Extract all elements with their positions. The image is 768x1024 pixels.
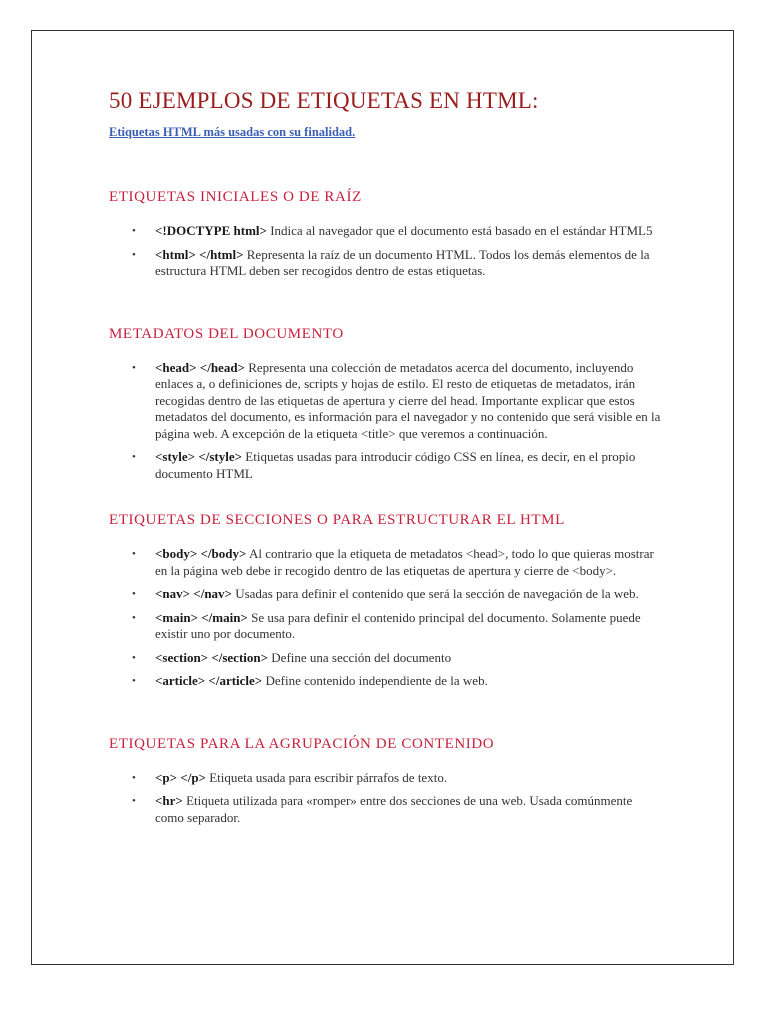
tag-name: <style> </style> — [155, 449, 243, 464]
tag-description: Se usa para definir el contenido principal del documento. Solamente puede existir uno por documento. — [155, 609, 641, 641]
tag-description: Representa la raíz de un documento HTML. Todos los demás elementos de la estructura HTML deben ser recogidos dentro de estas etiquetas. — [155, 246, 650, 278]
list-item — [109, 546, 661, 579]
list-item — [109, 673, 661, 690]
bullet-icon: • — [132, 795, 136, 807]
list-item — [109, 449, 661, 482]
tag-description: Al contrario que la etiqueta de metadatos <head>, todo lo que quieras mostrar en la página web debe ir recogido dentro de las etiquetas de apertura y cierre de <body>. — [155, 546, 654, 578]
document-content — [109, 86, 661, 833]
list-item — [109, 610, 661, 643]
tag-name: <section> </section> — [155, 649, 269, 665]
bullet-icon: • — [132, 611, 136, 624]
list-item — [109, 223, 661, 240]
bullet-icon: • — [132, 651, 136, 664]
section-heading-metadata: METADATOS DEL DOCUMENTO — [109, 325, 344, 342]
tag-description: Representa una colección de metadatos acerca del documento, incluyendo enlaces a, o definiciones de, scripts y hojas de estilo. El resto de etiquetas de metadatos, irán recogidas dentro de las etiquetas de apertura y cierre del head. Importante explicar que estos metadatos del documento, es información para el navegador y no contenido que será visible en la página web. A excepción de la etiqueta <title> que veremos a continuación. — [155, 359, 661, 441]
bullet-icon: • — [132, 248, 136, 261]
list-item — [109, 770, 661, 787]
tag-description: Define contenido independiente de la web. — [262, 673, 488, 688]
list-item — [109, 793, 661, 826]
list-item — [109, 650, 661, 667]
tag-name: <hr> — [155, 793, 183, 808]
list-item — [109, 360, 661, 443]
tag-name: <html> </html> — [155, 246, 244, 262]
bullet-icon: • — [132, 588, 136, 600]
section-list-metadata — [109, 360, 661, 483]
tag-name: <p> </p> — [155, 769, 206, 785]
section-list-structure — [109, 546, 661, 690]
tag-name: <main> </main> — [155, 609, 248, 625]
tag-description: Usadas para definir el contenido que será la sección de navegación de la web. — [231, 586, 639, 601]
tag-description: Indica al navegador que el documento está basado en el estándar HTML5 — [266, 223, 653, 238]
subtitle-link[interactable]: Etiquetas HTML más usadas con su finalidad. — [109, 125, 356, 139]
tag-description: Etiquetas usadas para introducir código CSS en línea, es decir, en el propio documento HTML — [155, 449, 636, 481]
section-heading-root: ETIQUETAS INICIALES O DE RAÍZ — [109, 189, 362, 205]
section-heading-structure: ETIQUETAS DE SECCIONES O PARA ESTRUCTURAR EL HTML — [109, 512, 565, 528]
bullet-icon: • — [132, 361, 136, 374]
tag-description: Define una sección del documento — [268, 649, 452, 665]
tag-name: <!DOCTYPE html> — [155, 223, 267, 238]
tag-name: <body> </body> — [155, 546, 247, 561]
bullet-icon: • — [132, 451, 136, 463]
tag-name: <head> </head> — [155, 359, 245, 375]
tag-description: Etiqueta utilizada para «romper» entre dos secciones de una web. Usada comúnmente como separador. — [155, 793, 633, 825]
bullet-icon: • — [132, 771, 136, 784]
list-item — [109, 586, 661, 603]
tag-name: <nav> </nav> — [155, 586, 232, 601]
tag-description: Etiqueta usada para escribir párrafos de texto. — [205, 769, 448, 785]
tag-name: <article> </article> — [155, 673, 263, 688]
bullet-icon: • — [132, 675, 136, 687]
list-item — [109, 247, 661, 280]
document-title: 50 EJEMPLOS DE ETIQUETAS EN HTML: — [109, 88, 539, 113]
section-list-root — [109, 223, 661, 280]
section-list-grouping — [109, 770, 661, 827]
bullet-icon: • — [132, 548, 136, 560]
section-heading-grouping: ETIQUETAS PARA LA AGRUPACIÓN DE CONTENIDO — [109, 735, 495, 752]
bullet-icon: • — [132, 225, 136, 237]
